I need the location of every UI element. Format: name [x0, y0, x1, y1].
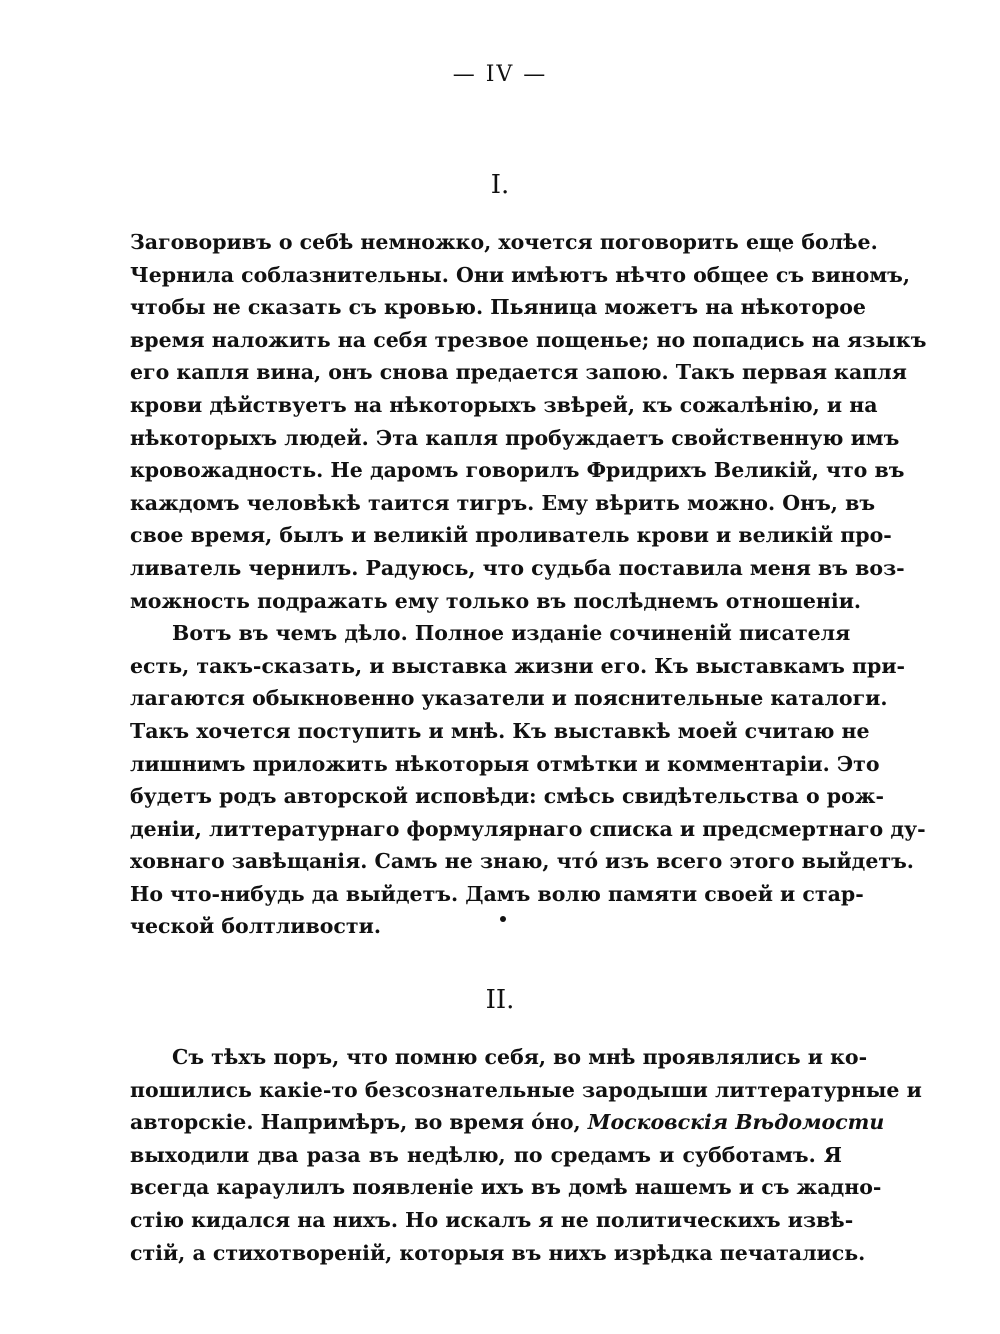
ink-dot	[500, 916, 506, 922]
text-line: свое время, былъ и великій проливатель крови и великій про-	[130, 523, 892, 548]
text-line: крови дѣйствуетъ на нѣкоторыхъ звѣрей, къ сожалѣнію, и на	[130, 392, 878, 417]
text-line: Такъ хочется поступить и мнѣ. Къ выставкѣ моей считаю не	[130, 718, 870, 743]
text-line: лишнимъ приложить нѣкоторыя отмѣтки и комментаріи. Это	[130, 751, 880, 776]
text-line: стій, а стихотвореній, которыя въ нихъ изрѣдка печатались.	[130, 1240, 866, 1265]
text-line: будетъ родъ авторской исповѣди: смѣсь свидѣтельства о рож-	[130, 784, 884, 809]
text-line: Но что-нибудь да выйдетъ. Дамъ волю памяти своей и стар-	[130, 881, 864, 906]
text-line: Чернила соблазнительны. Они имѣютъ нѣчто общее съ виномъ,	[130, 262, 911, 287]
text-line: каждомъ человѣкѣ таится тигръ. Ему вѣрить можно. Онъ, въ	[130, 490, 876, 515]
text-line: нѣкоторыхъ людей. Эта капля пробуждаетъ свойственную имъ	[130, 425, 900, 450]
text-line: Вотъ въ чемъ дѣло. Полное изданіе сочиненій писателя	[172, 621, 851, 646]
text-line: стію кидался на нихъ. Но искалъ я не политическихъ извѣ-	[130, 1207, 854, 1232]
text-line: лагаются обыкновенно указатели и пояснительные каталоги.	[130, 686, 888, 711]
text-line: кровожадность. Не даромъ говорилъ Фридрихъ Великій, что въ	[130, 458, 905, 483]
text-line: время наложить на себя трезвое пощенье; но попадись на языкъ	[130, 327, 927, 352]
section-2-text	[130, 1041, 922, 1269]
text-line-with-italic	[130, 1106, 885, 1139]
page-number: — IV —	[452, 62, 548, 87]
section-heading-1: I.	[490, 170, 510, 200]
text-line: можность подражать ему только въ послѣднемъ отношеніи.	[130, 588, 862, 613]
section-1-text	[130, 226, 927, 943]
text-line: всегда караулилъ появленіе ихъ въ домѣ нашемъ и съ жадно-	[130, 1175, 882, 1200]
text-line: ховнаго завѣщанія. Самъ не знаю, чтó изъ всего этого выйдетъ.	[130, 849, 914, 874]
text-line: Заговоривъ о себѣ немножко, хочется поговорить еще болѣе.	[130, 230, 878, 254]
text-line: есть, такъ-сказать, и выставка жизни его. Къ выставкамъ при-	[130, 653, 906, 678]
text-line: Съ тѣхъ поръ, что помню себя, во мнѣ проявлялись и ко-	[172, 1045, 868, 1069]
text-line: ческой болтливости.	[130, 914, 381, 939]
text-line: выходили два раза въ недѣлю, по средамъ и субботамъ. Я	[130, 1142, 842, 1167]
section-heading-2: II.	[485, 985, 515, 1015]
text-run: авторскіе. Напримѣръ, во время óно,	[130, 1110, 588, 1135]
newspaper-title: Московскія Вѣдомости	[587, 1110, 885, 1135]
text-line: деніи, литтературнаго формулярнаго списка и предсмертнаго ду-	[130, 816, 926, 841]
text-line: его капля вина, онъ снова предается запою. Такъ первая капля	[130, 360, 907, 385]
text-line: пошились какіе-то безсознательные зародыши литтературные и	[130, 1077, 922, 1102]
text-line: чтобы не сказать съ кровью. Пьяница можетъ на нѣкоторое	[130, 295, 866, 320]
text-line: ливатель чернилъ. Радуюсь, что судьба поставила меня въ воз-	[130, 555, 905, 580]
